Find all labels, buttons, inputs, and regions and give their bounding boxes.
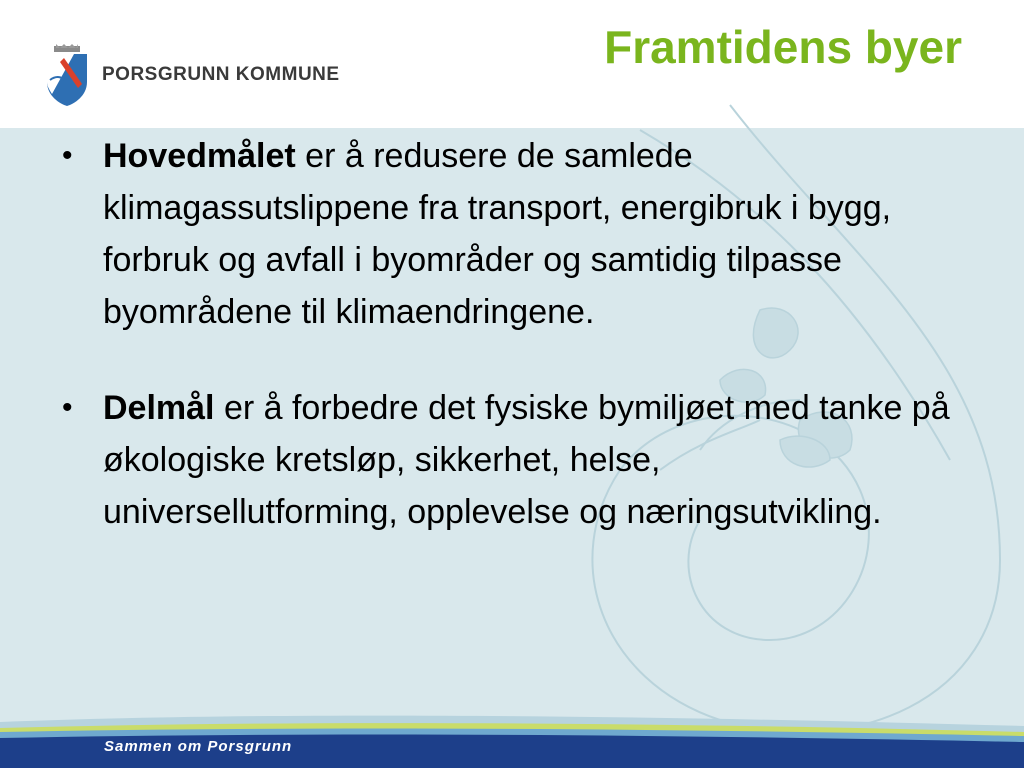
bullet-list xyxy=(58,130,958,538)
footer-tagline: Sammen om Porsgrunn xyxy=(104,738,293,755)
slide-header xyxy=(0,0,1024,128)
bullet-bold-term: Delmål xyxy=(103,389,215,427)
bullet-dot-icon: • xyxy=(62,391,73,424)
org-name: PORSGRUNN KOMMUNE xyxy=(102,64,340,85)
bullet-item xyxy=(58,382,958,538)
bullet-text: er å forbedre det fysiske bymiljøet med tanke på økologiske kretsløp, sikkerhet, helse, universellutforming, opplevelse og næringsutvikling. xyxy=(103,389,950,531)
bullet-bold-term: Hovedmålet xyxy=(103,137,296,175)
org-logo xyxy=(44,44,340,106)
bullet-text: er å redusere de samlede klimagassutslippene fra transport, energibruk i bygg, forbruk og avfall i byområder og samtidig tilpasse byområdene til klimaendringene. xyxy=(103,137,892,331)
bullet-dot-icon: • xyxy=(62,139,73,172)
slide-title: Framtidens byer xyxy=(604,21,962,73)
bullet-item xyxy=(58,130,958,338)
porsgrunn-coat-of-arms-icon xyxy=(44,44,90,106)
